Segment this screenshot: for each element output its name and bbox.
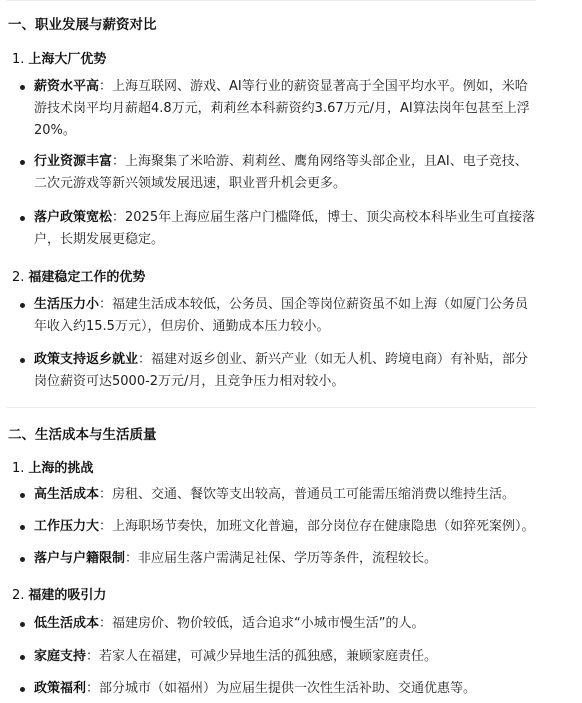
list-item xyxy=(34,678,544,700)
list-item xyxy=(34,516,544,538)
item-term: 低生活成本 xyxy=(34,616,100,631)
item-text: 游技术岗平均月薪超4.8万元，莉莉丝本科薪资约3.67万元/月，AI算法岗年包甚至上浮 xyxy=(34,101,530,116)
list-item xyxy=(34,646,544,668)
subsection-title: 上海大厂优势 xyxy=(28,52,107,67)
item-text: ：上海职场节奏快，加班文化普遍，部分岗位存在健康隐患（如猝死案例）。 xyxy=(99,519,535,534)
item-text: ：福建对返乡创业、新兴产业（如无人机、跨境电商）有补贴，部分 xyxy=(138,352,529,367)
item-term: 政策支持返乡就业 xyxy=(34,352,139,367)
item-term: 落户与户籍限制 xyxy=(34,551,126,566)
item-term: 生活压力小 xyxy=(34,297,100,312)
subsection-number: 1. xyxy=(12,52,25,67)
subsection-title: 福建的吸引力 xyxy=(28,588,107,603)
bullet-icon xyxy=(20,622,25,627)
subsection-heading xyxy=(12,584,106,603)
list-item xyxy=(34,76,544,142)
item-text: ：2025年上海应届生落户门槛降低，博士、顶尖高校本科毕业生可直接落 xyxy=(112,210,536,225)
bullet-icon xyxy=(20,687,25,692)
item-text: 二次元游戏等新兴领域发展迅速，职业晋升机会更多。 xyxy=(34,176,347,191)
bullet-icon xyxy=(20,358,25,363)
item-term: 落户政策宽松 xyxy=(34,210,113,225)
bullet-icon xyxy=(20,525,25,530)
list-item xyxy=(34,294,544,338)
item-text: ：福建生活成本较低，公务员、国企等岗位薪资虽不如上海（如厦门公务员 xyxy=(99,297,529,312)
item-text: ：上海互联网、游戏、AI等行业的薪资显著高于全国平均水平。例如，米哈 xyxy=(99,79,528,94)
subsection-number: 2. xyxy=(12,270,25,285)
item-term: 薪资水平高 xyxy=(34,79,100,94)
bullet-icon xyxy=(20,493,25,498)
section-divider xyxy=(6,407,536,408)
subsection-heading xyxy=(12,457,93,476)
item-text: 年收入约15.5万元），但房价、通勤成本压力较小。 xyxy=(34,319,330,334)
list-item xyxy=(34,613,544,635)
item-text: ：房租、交通、餐饮等支出较高，普通员工可能需压缩消费以维持生活。 xyxy=(99,487,516,502)
list-item xyxy=(34,151,544,195)
item-term: 行业资源丰富 xyxy=(34,154,113,169)
subsection-number: 2. xyxy=(12,588,25,603)
item-term: 政策福利 xyxy=(34,681,87,696)
bullet-icon xyxy=(20,655,25,660)
item-text: ：部分城市（如福州）为应届生提供一次性生活补助、交通优惠等。 xyxy=(86,681,477,696)
item-text: ：非应届生落户需满足社保、学历等条件，流程较长。 xyxy=(125,551,438,566)
item-term: 家庭支持 xyxy=(34,649,87,664)
subsection-number: 1. xyxy=(12,461,25,476)
bullet-icon xyxy=(20,557,25,562)
item-text: ：福建房价、物价较低，适合追求“小城市慢生活”的人。 xyxy=(99,616,425,631)
item-text: 户，长期发展更稳定。 xyxy=(34,232,165,247)
item-text: 岗位薪资可达5000-2万元/月，且竞争压力相对较小。 xyxy=(34,374,345,389)
list-item xyxy=(34,484,544,506)
subsection-title: 上海的挑战 xyxy=(28,461,94,476)
item-text: ：上海聚集了米哈游、莉莉丝、鹰角网络等头部企业，且AI、电子竞技、 xyxy=(112,154,528,169)
list-item xyxy=(34,548,544,570)
bullet-icon xyxy=(20,85,25,90)
top-divider xyxy=(6,0,536,1)
section-heading: 二、生活成本与生活质量 xyxy=(8,427,157,443)
item-text: 20%。 xyxy=(34,123,76,138)
item-text: ：若家人在福建，可减少异地生活的孤独感，兼顾家庭责任。 xyxy=(86,649,438,664)
bullet-icon xyxy=(20,216,25,221)
subsection-title: 福建稳定工作的优势 xyxy=(28,270,146,285)
item-term: 高生活成本 xyxy=(34,487,100,502)
subsection-heading xyxy=(12,48,106,67)
subsection-heading xyxy=(12,266,145,285)
section-heading: 一、职业发展与薪资对比 xyxy=(8,17,157,33)
bullet-icon xyxy=(20,303,25,308)
list-item xyxy=(34,349,544,393)
bullet-icon xyxy=(20,160,25,165)
item-term: 工作压力大 xyxy=(34,519,100,534)
list-item xyxy=(34,207,544,251)
